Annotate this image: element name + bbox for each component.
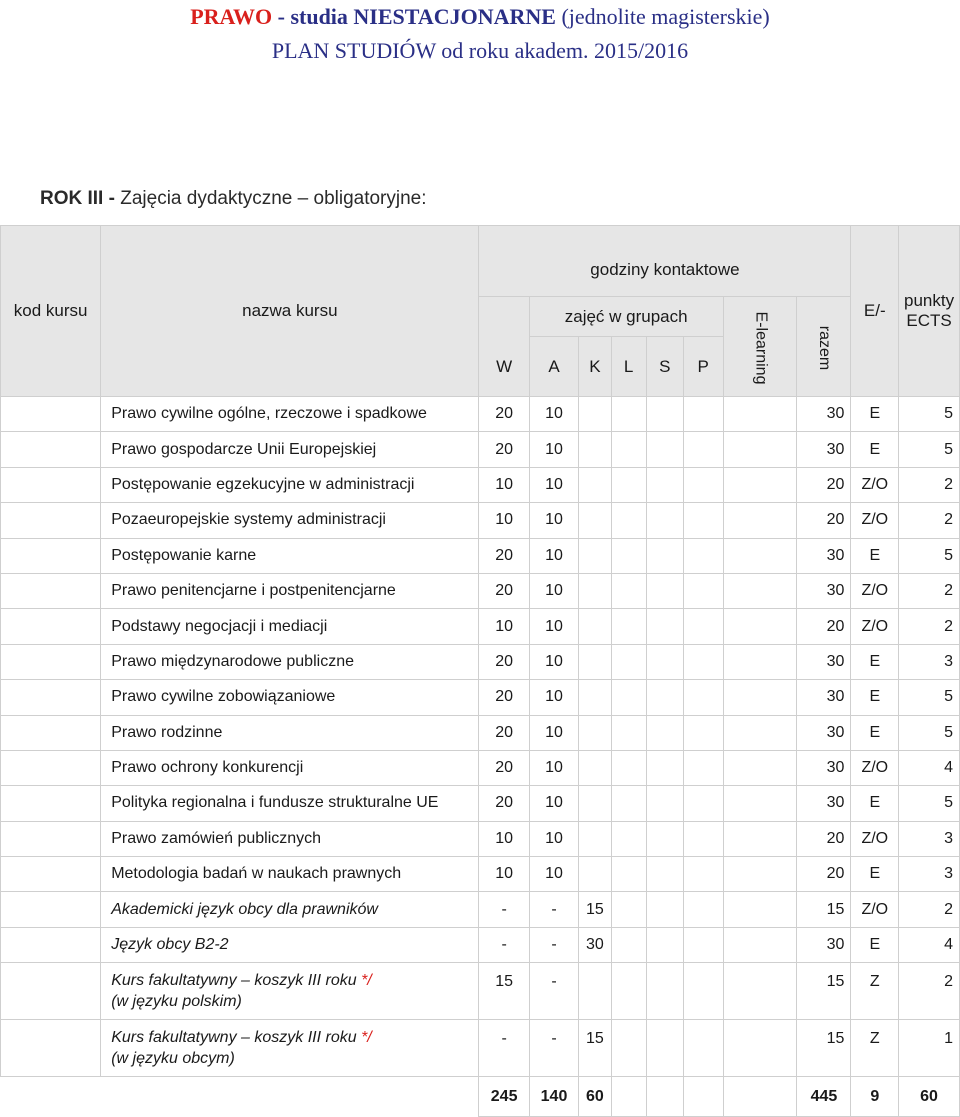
cell-s <box>646 892 683 927</box>
totals-row <box>1 1077 960 1117</box>
table-row <box>1 680 960 715</box>
cell-nazwa: Prawo gospodarcze Unii Europejskiej <box>101 432 479 467</box>
cell-e: E <box>851 397 899 432</box>
cell-w: 20 <box>479 432 529 467</box>
cell-k <box>579 963 611 1020</box>
cell-w: 20 <box>479 680 529 715</box>
cell-razem: 30 <box>797 397 851 432</box>
cell-p <box>683 467 723 502</box>
cell-a: 10 <box>529 609 578 644</box>
cell-a: - <box>529 963 578 1020</box>
cell-nazwa: Prawo cywilne zobowiązaniowe <box>101 680 479 715</box>
cell-ects: 2 <box>899 467 960 502</box>
cell-a: 10 <box>529 786 578 821</box>
cell-p <box>683 821 723 856</box>
cell-razem: 15 <box>797 963 851 1020</box>
ects-line2: ECTS <box>906 311 952 330</box>
cell-a: 10 <box>529 432 578 467</box>
cell-ects: 3 <box>899 644 960 679</box>
cell-w: - <box>479 892 529 927</box>
col-razem <box>797 297 851 397</box>
cell-s <box>646 538 683 573</box>
cell-ects: 2 <box>899 573 960 608</box>
table-row <box>1 963 960 1020</box>
cell-l <box>611 503 646 538</box>
cell-w: - <box>479 1020 529 1077</box>
cell-kod <box>1 609 101 644</box>
col-nazwa-kursu: nazwa kursu <box>101 226 479 397</box>
cell-k <box>579 573 611 608</box>
cell-p <box>683 573 723 608</box>
cell-ects: 5 <box>899 397 960 432</box>
table-row <box>1 467 960 502</box>
table-body <box>1 397 960 1077</box>
cell-ects: 2 <box>899 892 960 927</box>
section-year: ROK III - <box>40 188 115 209</box>
plan-subtitle: PLAN STUDIÓW od roku akadem. 2015/2016 <box>271 38 689 63</box>
cell-razem: 30 <box>797 680 851 715</box>
cell-kod <box>1 892 101 927</box>
cell-razem: 30 <box>797 432 851 467</box>
table-row <box>1 1020 960 1077</box>
cell-p <box>683 432 723 467</box>
title-mode: NIESTACJONARNE <box>353 4 556 29</box>
cell-razem: 20 <box>797 467 851 502</box>
cell-p <box>683 1020 723 1077</box>
cell-elearning <box>723 963 797 1020</box>
cell-k <box>579 467 611 502</box>
cell-s <box>646 609 683 644</box>
cell-a: 10 <box>529 750 578 785</box>
cell-a: 10 <box>529 397 578 432</box>
cell-s <box>646 573 683 608</box>
cell-s <box>646 715 683 750</box>
col-ects <box>899 226 960 397</box>
cell-k <box>579 680 611 715</box>
cell-p <box>683 644 723 679</box>
cell-kod <box>1 963 101 1020</box>
cell-p <box>683 680 723 715</box>
cell-nazwa <box>101 963 479 1020</box>
cell-l <box>611 573 646 608</box>
cell-nazwa: Postępowanie karne <box>101 538 479 573</box>
cell-w: 10 <box>479 503 529 538</box>
table-row <box>1 573 960 608</box>
col-kod-kursu: kod kursu <box>1 226 101 397</box>
cell-p <box>683 750 723 785</box>
cell-ects: 4 <box>899 750 960 785</box>
cell-l <box>611 680 646 715</box>
cell-k <box>579 432 611 467</box>
total-ects: 60 <box>899 1077 960 1117</box>
cell-nazwa: Pozaeuropejskie systemy administracji <box>101 503 479 538</box>
cell-ects: 3 <box>899 857 960 892</box>
cell-p <box>683 963 723 1020</box>
total-k: 60 <box>579 1077 611 1117</box>
cell-ects: 5 <box>899 680 960 715</box>
cell-nazwa: Metodologia badań w naukach prawnych <box>101 857 479 892</box>
cell-l <box>611 963 646 1020</box>
cell-k <box>579 538 611 573</box>
cell-w: 10 <box>479 467 529 502</box>
cell-e: Z <box>851 963 899 1020</box>
cell-nazwa: Prawo cywilne ogólne, rzeczowe i spadkowe <box>101 397 479 432</box>
cell-p <box>683 538 723 573</box>
col-k: K <box>579 337 611 397</box>
cell-nazwa: Prawo rodzinne <box>101 715 479 750</box>
cell-ects: 5 <box>899 715 960 750</box>
cell-e: E <box>851 786 899 821</box>
cell-k <box>579 750 611 785</box>
cell-razem: 30 <box>797 538 851 573</box>
cell-k: 15 <box>579 892 611 927</box>
cell-razem: 30 <box>797 786 851 821</box>
cell-s <box>646 644 683 679</box>
cell-e: E <box>851 715 899 750</box>
cell-l <box>611 609 646 644</box>
course-line2: (w języku polskim) <box>111 993 242 1011</box>
cell-k <box>579 503 611 538</box>
cell-a: 10 <box>529 821 578 856</box>
cell-e: Z <box>851 1020 899 1077</box>
cell-nazwa <box>101 1020 479 1077</box>
cell-razem: 30 <box>797 927 851 962</box>
cell-w: 20 <box>479 750 529 785</box>
cell-w: 15 <box>479 963 529 1020</box>
cell-razem: 15 <box>797 892 851 927</box>
cell-s <box>646 821 683 856</box>
col-s: S <box>646 337 683 397</box>
cell-elearning <box>723 503 797 538</box>
cell-razem: 30 <box>797 750 851 785</box>
cell-l <box>611 927 646 962</box>
cell-ects: 1 <box>899 1020 960 1077</box>
section-text: Zajęcia dydaktyczne – obligatoryjne: <box>114 188 427 209</box>
cell-e: Z/O <box>851 467 899 502</box>
cell-kod <box>1 821 101 856</box>
table-row <box>1 609 960 644</box>
footnote-marker: */ <box>361 1029 372 1047</box>
cell-elearning <box>723 786 797 821</box>
cell-nazwa: Prawo ochrony konkurencji <box>101 750 479 785</box>
cell-elearning <box>723 821 797 856</box>
cell-kod <box>1 857 101 892</box>
cell-ects: 2 <box>899 609 960 644</box>
cell-razem: 20 <box>797 609 851 644</box>
cell-k: 30 <box>579 927 611 962</box>
col-l: L <box>611 337 646 397</box>
table-row <box>1 786 960 821</box>
elearning-label: E-learning <box>752 311 769 384</box>
cell-a: 10 <box>529 467 578 502</box>
cell-w: - <box>479 927 529 962</box>
cell-e: E <box>851 680 899 715</box>
table-row <box>1 750 960 785</box>
cell-elearning <box>723 927 797 962</box>
footnote-marker: */ <box>361 972 372 990</box>
cell-w: 20 <box>479 538 529 573</box>
ects-line1: punkty <box>904 291 955 310</box>
col-godziny-kontaktowe: godziny kontaktowe <box>479 226 851 297</box>
cell-p <box>683 715 723 750</box>
cell-l <box>611 1020 646 1077</box>
cell-s <box>646 467 683 502</box>
cell-kod <box>1 750 101 785</box>
cell-elearning <box>723 538 797 573</box>
cell-w: 20 <box>479 397 529 432</box>
cell-kod <box>1 432 101 467</box>
cell-s <box>646 750 683 785</box>
cell-razem: 20 <box>797 857 851 892</box>
cell-s <box>646 927 683 962</box>
table-row <box>1 432 960 467</box>
cell-ects: 2 <box>899 503 960 538</box>
cell-l <box>611 892 646 927</box>
cell-a: - <box>529 892 578 927</box>
cell-razem: 20 <box>797 503 851 538</box>
cell-e: Z/O <box>851 503 899 538</box>
cell-p <box>683 397 723 432</box>
cell-a: - <box>529 1020 578 1077</box>
cell-razem: 30 <box>797 715 851 750</box>
cell-elearning <box>723 573 797 608</box>
cell-e: E <box>851 432 899 467</box>
col-elearning <box>723 297 797 397</box>
cell-a: 10 <box>529 573 578 608</box>
col-w: W <box>479 297 529 397</box>
cell-elearning <box>723 857 797 892</box>
cell-l <box>611 397 646 432</box>
total-e: 9 <box>851 1077 899 1117</box>
col-p: P <box>683 337 723 397</box>
curriculum-table <box>0 225 960 1117</box>
course-line1: Kurs fakultatywny – koszyk III roku <box>111 972 362 990</box>
cell-razem: 30 <box>797 644 851 679</box>
table-row <box>1 927 960 962</box>
cell-ects: 5 <box>899 432 960 467</box>
total-w: 245 <box>479 1077 529 1117</box>
razem-label: razem <box>815 325 833 370</box>
cell-s <box>646 397 683 432</box>
cell-kod <box>1 573 101 608</box>
cell-elearning <box>723 397 797 432</box>
cell-kod <box>1 1020 101 1077</box>
table-row <box>1 821 960 856</box>
cell-w: 20 <box>479 573 529 608</box>
cell-elearning <box>723 1020 797 1077</box>
cell-e: E <box>851 538 899 573</box>
cell-w: 10 <box>479 821 529 856</box>
cell-k: 15 <box>579 1020 611 1077</box>
cell-s <box>646 680 683 715</box>
cell-nazwa: Podstawy negocjacji i mediacji <box>101 609 479 644</box>
cell-e: Z/O <box>851 892 899 927</box>
table-row <box>1 538 960 573</box>
cell-s <box>646 963 683 1020</box>
cell-a: 10 <box>529 857 578 892</box>
cell-p <box>683 786 723 821</box>
cell-k <box>579 821 611 856</box>
cell-nazwa: Prawo penitencjarne i postpenitencjarne <box>101 573 479 608</box>
section-heading <box>40 188 427 210</box>
cell-elearning <box>723 750 797 785</box>
cell-a: 10 <box>529 644 578 679</box>
document-title <box>0 4 960 30</box>
cell-e: Z/O <box>851 573 899 608</box>
cell-nazwa: Prawo międzynarodowe publiczne <box>101 644 479 679</box>
cell-kod <box>1 538 101 573</box>
cell-ects: 4 <box>899 927 960 962</box>
cell-k <box>579 857 611 892</box>
cell-kod <box>1 503 101 538</box>
table-row <box>1 857 960 892</box>
cell-nazwa: Prawo zamówień publicznych <box>101 821 479 856</box>
cell-w: 20 <box>479 715 529 750</box>
cell-s <box>646 503 683 538</box>
cell-nazwa: Język obcy B2-2 <box>101 927 479 962</box>
table-row <box>1 644 960 679</box>
cell-kod <box>1 644 101 679</box>
cell-k <box>579 644 611 679</box>
cell-elearning <box>723 715 797 750</box>
cell-kod <box>1 715 101 750</box>
cell-l <box>611 644 646 679</box>
cell-l <box>611 467 646 502</box>
cell-ects: 5 <box>899 538 960 573</box>
cell-k <box>579 715 611 750</box>
cell-e: Z/O <box>851 821 899 856</box>
cell-kod <box>1 927 101 962</box>
cell-p <box>683 892 723 927</box>
cell-e: Z/O <box>851 750 899 785</box>
cell-w: 10 <box>479 609 529 644</box>
cell-ects: 5 <box>899 786 960 821</box>
cell-nazwa: Akademicki język obcy dla prawników <box>101 892 479 927</box>
cell-k <box>579 397 611 432</box>
course-line2: (w języku obcym) <box>111 1050 235 1068</box>
cell-a: - <box>529 927 578 962</box>
total-a: 140 <box>529 1077 578 1117</box>
col-zajec-w-grupach: zajęć w grupach <box>529 297 723 337</box>
cell-nazwa: Postępowanie egzekucyjne w administracji <box>101 467 479 502</box>
cell-elearning <box>723 644 797 679</box>
cell-w: 10 <box>479 857 529 892</box>
cell-a: 10 <box>529 503 578 538</box>
cell-a: 10 <box>529 538 578 573</box>
cell-ects: 2 <box>899 963 960 1020</box>
course-line1: Kurs fakultatywny – koszyk III roku <box>111 1029 362 1047</box>
cell-e: Z/O <box>851 609 899 644</box>
cell-s <box>646 786 683 821</box>
cell-a: 10 <box>529 680 578 715</box>
cell-s <box>646 1020 683 1077</box>
cell-ects: 3 <box>899 821 960 856</box>
cell-razem: 15 <box>797 1020 851 1077</box>
table-row <box>1 503 960 538</box>
cell-p <box>683 503 723 538</box>
cell-s <box>646 432 683 467</box>
table-row <box>1 892 960 927</box>
cell-w: 20 <box>479 644 529 679</box>
cell-s <box>646 857 683 892</box>
cell-k <box>579 609 611 644</box>
cell-elearning <box>723 892 797 927</box>
cell-elearning <box>723 609 797 644</box>
table-row <box>1 715 960 750</box>
cell-p <box>683 927 723 962</box>
cell-e: E <box>851 857 899 892</box>
cell-l <box>611 750 646 785</box>
col-e: E/- <box>851 226 899 397</box>
cell-nazwa: Polityka regionalna i fundusze strukturalne UE <box>101 786 479 821</box>
cell-l <box>611 538 646 573</box>
cell-k <box>579 786 611 821</box>
cell-razem: 30 <box>797 573 851 608</box>
cell-l <box>611 432 646 467</box>
cell-elearning <box>723 432 797 467</box>
cell-p <box>683 609 723 644</box>
cell-l <box>611 715 646 750</box>
cell-e: E <box>851 927 899 962</box>
cell-kod <box>1 680 101 715</box>
cell-kod <box>1 467 101 502</box>
cell-l <box>611 786 646 821</box>
table-row <box>1 397 960 432</box>
cell-w: 20 <box>479 786 529 821</box>
cell-kod <box>1 786 101 821</box>
title-part1: - studia <box>272 4 354 29</box>
total-razem: 445 <box>797 1077 851 1117</box>
cell-l <box>611 857 646 892</box>
cell-elearning <box>723 467 797 502</box>
cell-l <box>611 821 646 856</box>
cell-a: 10 <box>529 715 578 750</box>
title-part2: (jednolite magisterskie) <box>555 4 770 29</box>
cell-razem: 20 <box>797 821 851 856</box>
title-prawo: PRAWO <box>190 4 273 29</box>
col-a: A <box>529 337 578 397</box>
cell-kod <box>1 397 101 432</box>
cell-p <box>683 857 723 892</box>
cell-e: E <box>851 644 899 679</box>
cell-elearning <box>723 680 797 715</box>
